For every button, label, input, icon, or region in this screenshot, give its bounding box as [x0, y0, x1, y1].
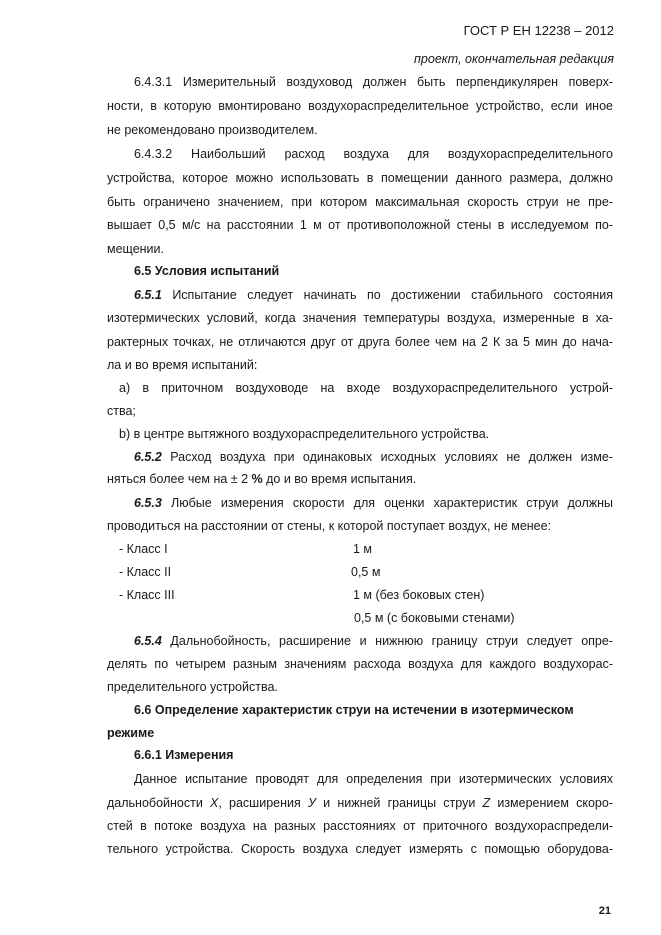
class-distance: 1 м — [353, 542, 373, 556]
paragraph-651-line-4: ла и во время испытаний: — [107, 358, 258, 372]
paragraph-652-line-2: няться более чем на ± 2 % до и во время испытания. — [107, 472, 417, 486]
paragraph-6432-line-5: мещении. — [107, 242, 164, 256]
paragraph-654-line-3: пределительного устройства. — [107, 680, 278, 694]
paragraph-653-line-2: проводиться на расстоянии от стены, к которой поступает воздух, не менее: — [107, 519, 552, 533]
page-number: 21 — [598, 905, 611, 917]
clause-number: 6.5.4 — [134, 634, 162, 648]
paragraph-661-line-2: дальнобойности X, расширения У и нижней границы струи Z измерением скоро- — [107, 796, 613, 810]
paragraph-6431-line-2: ности, в которую вмонтировано воздухораспределительное устройство, если иное — [107, 99, 613, 113]
paragraph-651-line-2: изотермических условий, когда значения температуры воздуха, измеренные в ха- — [107, 311, 613, 325]
class-distance-extra: 0,5 м (с боковыми стенами) — [354, 611, 515, 625]
section-6-6-1-heading: 6.6.1 Измерения — [134, 748, 234, 762]
paragraph-6432-line-2: устройства, которое можно использовать в помещении данного размера, должно — [107, 171, 613, 185]
paragraph-6432-line-1: 6.4.3.2 Наибольший расход воздуха для воздухораспределительного — [134, 147, 613, 161]
clause-number: 6.5.3 — [134, 496, 162, 510]
clause-number: 6.5.2 — [134, 450, 162, 464]
paragraph-6431-line-1: 6.4.3.1 Измерительный воздуховод должен быть перпендикулярен поверх- — [134, 75, 613, 89]
paragraph-661-line-4: тельного устройства. Скорость воздуха следует измерять с помощью оборудова- — [107, 842, 613, 856]
paragraph-6431-line-3: не рекомендовано производителем. — [107, 123, 318, 137]
paragraph-661-line-3: стей в потоке воздуха на разных расстояниях от приточного воздухораспредели- — [107, 819, 613, 833]
section-6-6-heading-line-2: режиме — [107, 726, 155, 740]
clause-number: 6.5.1 — [134, 288, 162, 302]
list-item-a-line-2: ства; — [107, 404, 136, 418]
paragraph-654-line-2: делять по четырем разным значениям расхода воздуха для каждого воздухорас- — [107, 657, 613, 671]
class-distance: 0,5 м — [351, 565, 381, 579]
paragraph-652-line-1: 6.5.2 Расход воздуха при одинаковых исходных условиях не должен изме- — [134, 450, 613, 464]
document-status: проект, окончательная редакция — [414, 52, 614, 66]
paragraph-651-line-1: 6.5.1 Испытание следует начинать по достижении стабильного состояния — [134, 288, 613, 302]
paragraph-654-line-1: 6.5.4 Дальнобойность, расширение и нижнюю границу струи следует опре- — [134, 634, 613, 648]
paragraph-653-line-1: 6.5.3 Любые измерения скорости для оценки характеристик струи должны — [134, 496, 613, 510]
document-standard-code: ГОСТ Р ЕН 12238 – 2012 — [463, 23, 614, 38]
paragraph-661-line-1: Данное испытание проводят для определения при изотермических условиях — [134, 772, 613, 786]
list-item-a-line-1: а) в приточном воздуховоде на входе воздухораспределительного устрой- — [119, 381, 613, 395]
class-distance: 1 м (без боковых стен) — [353, 588, 485, 602]
class-label: - Класс I — [119, 542, 168, 556]
section-6-6-heading-line-1: 6.6 Определение характеристик струи на истечении в изотермическом — [134, 703, 574, 717]
paragraph-6432-line-3: быть ограничено значением, при котором максимальная скорость струи не пре- — [107, 195, 613, 209]
paragraph-651-line-3: рактерных точках, не отличаются друг от друга более чем на 2 К за 5 мин до нача- — [107, 335, 613, 349]
class-label: - Класс II — [119, 565, 172, 579]
list-item-b: b) в центре вытяжного воздухораспределительного устройства. — [119, 427, 490, 441]
paragraph-6432-line-4: вышает 0,5 м/с на расстоянии 1 м от противоположной стены в исследуемом по- — [107, 218, 613, 232]
class-label: - Класс III — [119, 588, 175, 602]
section-6-5-heading: 6.5 Условия испытаний — [134, 264, 280, 278]
